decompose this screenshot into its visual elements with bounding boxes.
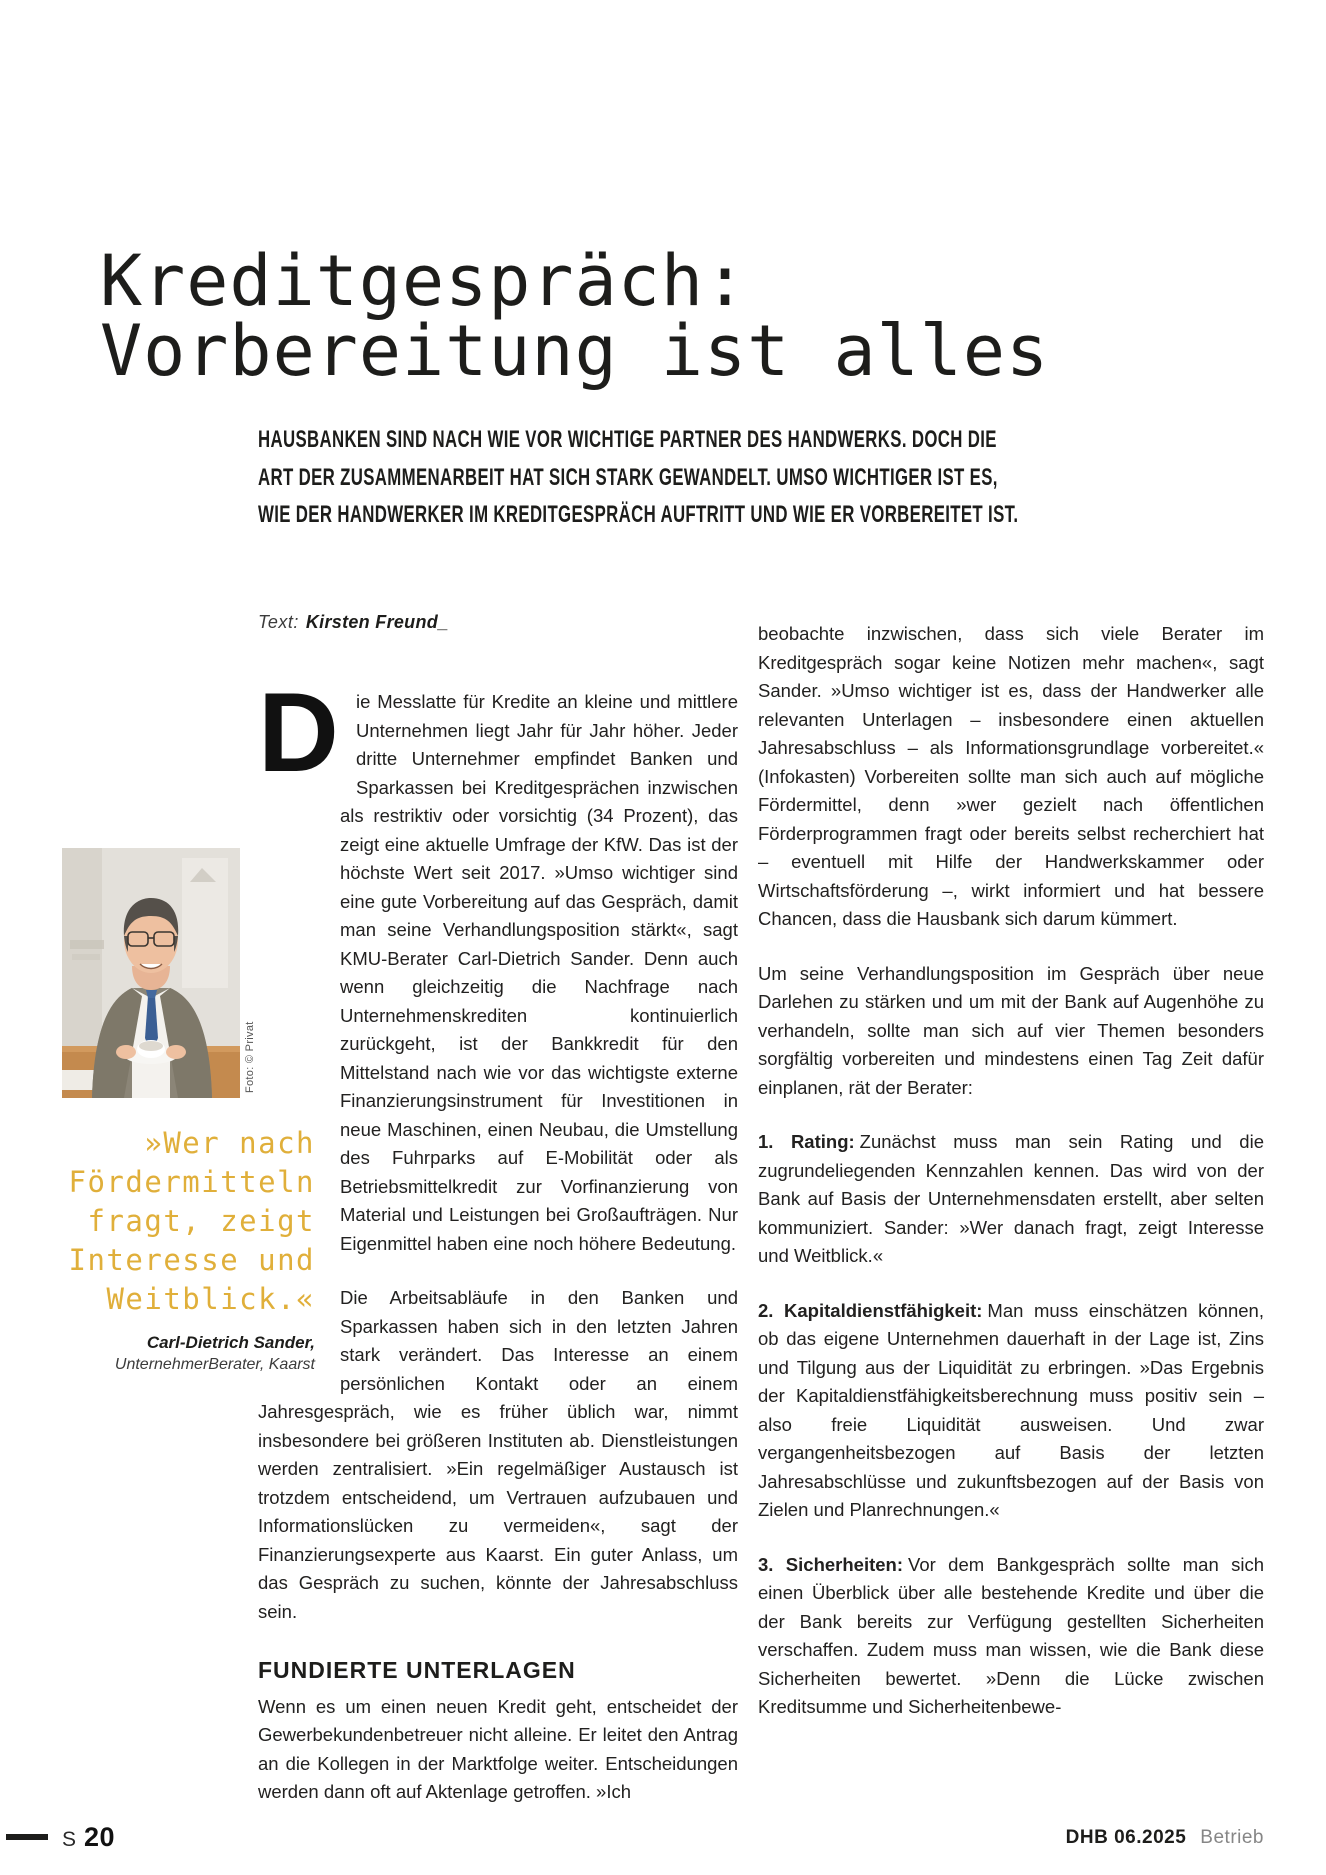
quote-spacer	[258, 1100, 340, 1395]
pull-quote-line: Fördermitteln	[68, 1165, 315, 1199]
quote-attribution-name: Carl-Dietrich Sander,	[146, 1333, 315, 1352]
standfirst-line: WIE DER HANDWERKER IM KREDITGESPRÄCH AUFTRITT UND WIE ER VORBEREITET IST.	[258, 501, 1019, 528]
footer-rule	[6, 1834, 48, 1840]
body-paragraph	[758, 960, 1264, 1103]
body-text: Zunächst muss man sein Rating und die zugrundeliegenden Kennzahlen kennen. Das wird von der Bank auf Basis der Unternehmensdaten erstellt, aber selten kommuniziert. Sander: »Wer danach fragt, zeigt Interesse und Weitblick.«	[758, 1131, 1264, 1266]
left-column	[258, 670, 738, 1833]
section-heading: FUNDIERTE UNTERLAGEN	[258, 1657, 576, 1683]
standfirst-line: HAUSBANKEN SIND NACH WIE VOR WICHTIGE PARTNER DES HANDWERKS. DOCH DIE	[258, 426, 997, 453]
body-text: beobachte inzwischen, dass sich viele Berater im Kreditgespräch sogar keine Notizen mehr machen«, sagt Sander. »Umso wichtiger ist es, dass der Handwerker alle relevanten Unterlagen – insbesondere einen aktuellen Jahresabschluss – als Informationsgrundlage vorbereitet.« (Infokasten) Vorbereiten sollte man sich auch auf mögliche Fördermittel, denn »wer gezielt nach öffentlichen Förderprogrammen fragt oder bereits selbst recherchiert hat – eventuell mit Hilfe der Handwerkskammer oder Wirtschaftsförderung –, wirkt informiert und hat bessere Chancen, dass die Hausbank sich darum kümmert.	[758, 623, 1264, 929]
body-paragraph	[258, 670, 738, 1258]
drop-cap: D	[258, 670, 339, 795]
quote-attribution-role: UnternehmerBerater, Kaarst	[114, 1356, 315, 1373]
standfirst-line: ART DER ZUSAMMENARBEIT HAT SICH STARK GEWANDELT. UMSO WICHTIGER IST ES,	[258, 463, 998, 491]
paragraph-lead: 1. Rating:	[758, 1131, 855, 1152]
byline	[258, 612, 448, 633]
body-paragraph	[758, 620, 1264, 934]
paragraph-lead: 2. Kapitaldienstfähigkeit:	[758, 1299, 983, 1321]
standfirst	[258, 421, 1018, 534]
body-text: Wenn es um einen neuen Kredit geht, entscheidet der Gewerbekundenbetreuer nicht alleine. Er leitet den Antrag an die Kollegen in der Marktfolge weiter. Entscheidungen werden dann oft auf Aktenlage getroffen. »Ich	[258, 1695, 738, 1802]
byline-label: Text:	[258, 612, 299, 632]
body-text: Um seine Verhandlungsposition im Gespräch über neue Darlehen zu stärken und um mit der Bank auf Augenhöhe zu verhandeln, sollte man sich auf vier Themen besonders sorgfältig vorbereiten und mindestens einen Tag Zeit dafür einplanen, rät der Berater:	[758, 962, 1264, 1098]
pull-quote-line: fragt, zeigt	[87, 1204, 315, 1238]
portrait-photo	[62, 848, 240, 1098]
byline-author: Kirsten Freund_	[305, 612, 449, 632]
footer-issue: DHB 06.2025	[1065, 1827, 1187, 1848]
body-text: Die Arbeitsabläufe in den Banken und Sparkassen haben sich in den letzten Jahren stark verändert. Das Interesse an einem persönlichen Kontakt oder an einem Jahresgespräch, wie es früher üblich war, nimmt insbesondere bei größeren Instituten ab. Dienstleistungen werden zentralisiert. »Ein regelmäßiger Austausch ist trotzdem entscheidend, um Vertrauen aufzubauen und Informationslücken zu vermeiden«, sagt der Finanzierungsexperte aus Kaarst. Ein guter Anlass, um das Gespräch zu suchen, könnte der Jahresabschluss sein.	[258, 1287, 738, 1622]
title-line: Vorbereitung ist alles	[100, 310, 1050, 392]
footer-page	[62, 1822, 115, 1853]
right-column	[758, 620, 1264, 1748]
paragraph-lead: 3. Sicherheiten:	[758, 1553, 904, 1575]
body-text: Vor dem Bankgespräch sollte man sich einen Überblick über alle bestehende Kredite und über die der Bank bereits zur Verfügung gestellten Sicherheiten verschaffen. Zudem muss man wissen, wie die Bank diese Sicherheiten bewertet. »Denn die Lücke zwischen Kreditsumme und Sicherheitenbewe-	[758, 1553, 1265, 1717]
page-number-prefix: S	[62, 1828, 77, 1851]
pull-quote-line: Weitblick.«	[106, 1282, 315, 1316]
footer-section: Betrieb	[1200, 1827, 1264, 1848]
body-paragraph	[758, 1297, 1264, 1525]
footer-issue-section	[1066, 1827, 1264, 1849]
body-text: Man muss einschätzen können, ob das eigene Unternehmen dauerhaft in der Lage ist, Zins und Tilgung aus der Liquidität zu erbringen. »Das Ergebnis der Kapitaldienstfähigkeitsberechnung muss positiv sein – also freie Liquidität ausweisen. Und zwar vergangenheitsbezogen auf Basis der letzten Jahresabschlüsse und zukunftsbezogen auf der Basis von Zielen und Planrechnungen.«	[758, 1299, 1264, 1520]
body-paragraph	[758, 1551, 1264, 1722]
page-title	[100, 240, 1050, 392]
body-text: ie Messlatte für Kredite an kleine und mittlere Unternehmen liegt Jahr für Jahr höher. Jeder dritte Unternehmer empfindet Banken und Sparkassen bei Kreditgesprächen inzwischen als restriktiv oder vorsichtig (34 Prozent), das zeigt eine aktuelle Umfrage der KfW. Das ist der höchste Wert seit 2017. »Umso wichtiger sind eine gute Vorbereitung auf das Gespräch, damit man seine Verhandlungsposition stärkt«, sagt KMU-Berater Carl-Dietrich Sander. Denn auch wenn gleichzeitig die Nachfrage nach Unternehmenskrediten kontinuierlich zurückgeht, ist der Bankkredit für den Mittelstand nach wie vor das wichtigste externe Finanzierungsinstrument für Investitionen in neue Maschinen, einen Neubau, die Umstellung des Fuhrparks auf E-Mobilität oder als Betriebsmittelkredit zur Vorfinanzierung von Material und Leistungen bei Großaufträgen. Nur Eigenmittel haben eine noch höhere Bedeutung.	[340, 691, 738, 1254]
pull-quote-line: Interesse und	[68, 1243, 315, 1277]
body-paragraph	[758, 1128, 1264, 1271]
title-line: Kreditgespräch:	[100, 240, 748, 322]
page-number: 20	[84, 1822, 116, 1852]
photo-credit: Foto: © Privat	[244, 1021, 256, 1093]
pull-quote-line: »Wer nach	[144, 1126, 315, 1160]
body-paragraph	[258, 1693, 738, 1807]
